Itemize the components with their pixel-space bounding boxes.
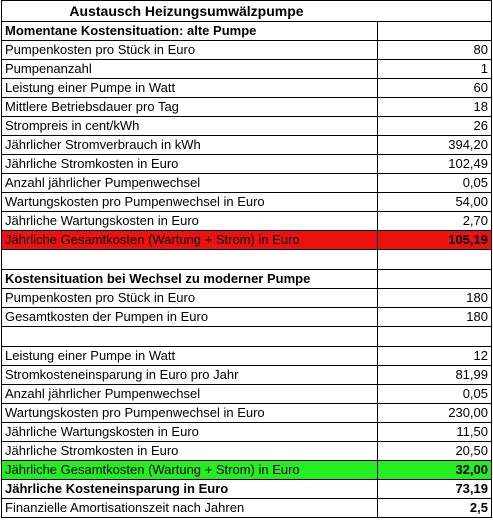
table-row (2, 79, 492, 98)
row-value[interactable]: 180 (378, 308, 492, 327)
section-header-old-pump[interactable]: Momentane Kostensituation: alte Pumpe (2, 22, 378, 41)
sheet-title: Austausch Heizungsumwälzpumpe (69, 3, 304, 19)
empty-cell[interactable] (2, 327, 378, 347)
table-row (2, 117, 492, 136)
row-value[interactable]: 230,00 (378, 404, 492, 423)
empty-cell[interactable] (378, 250, 492, 270)
savings-label[interactable]: Jährliche Kosteneinsparung in Euro (2, 480, 378, 499)
row-label[interactable]: Jährliche Stromkosten in Euro (2, 155, 378, 174)
row-label[interactable]: Pumpenkosten pro Stück in Euro (2, 289, 378, 308)
table-row (2, 289, 492, 308)
table-row (2, 212, 492, 231)
table-row (2, 404, 492, 423)
spreadsheet (1, 0, 491, 518)
cost-table (1, 0, 492, 518)
row-value[interactable]: 11,50 (378, 423, 492, 442)
row-label[interactable]: Jährliche Wartungskosten in Euro (2, 423, 378, 442)
row-label[interactable]: Jährliche Wartungskosten in Euro (2, 212, 378, 231)
table-row (2, 193, 492, 212)
row-value[interactable]: 0,05 (378, 174, 492, 193)
row-label[interactable]: Wartungskosten pro Pumpenwechsel in Euro (2, 404, 378, 423)
amortization-label[interactable]: Finanzielle Amortisationszeit nach Jahren (2, 499, 378, 518)
row-label[interactable]: Anzahl jährlicher Pumpenwechsel (2, 385, 378, 404)
row-value[interactable]: 81,99 (378, 366, 492, 385)
empty-cell[interactable] (2, 250, 378, 270)
row-value[interactable]: 180 (378, 289, 492, 308)
row-value[interactable]: 26 (378, 117, 492, 136)
row-value[interactable]: 20,50 (378, 442, 492, 461)
row-value[interactable]: 0,05 (378, 385, 492, 404)
amortization-row (2, 499, 492, 518)
row-label[interactable]: Stromkosteneinsparung in Euro pro Jahr (2, 366, 378, 385)
row-label[interactable]: Mittlere Betriebsdauer pro Tag (2, 98, 378, 117)
total-row-new-pump (2, 461, 492, 480)
row-label[interactable]: Wartungskosten pro Pumpenwechsel in Euro (2, 193, 378, 212)
row-value[interactable]: 102,49 (378, 155, 492, 174)
row-label[interactable]: Leistung einer Pumpe in Watt (2, 347, 378, 366)
total-value[interactable]: 105,19 (378, 231, 492, 250)
row-label[interactable]: Pumpenkosten pro Stück in Euro (2, 41, 378, 60)
section-header-row (2, 22, 492, 41)
table-row (2, 366, 492, 385)
row-value[interactable]: 12 (378, 347, 492, 366)
empty-row (2, 327, 492, 347)
sheet-title-cell[interactable] (2, 1, 492, 22)
table-row (2, 385, 492, 404)
total-label[interactable]: Jährliche Gesamtkosten (Wartung + Strom) in Euro (2, 461, 378, 480)
section-header-new-pump[interactable]: Kostensituation bei Wechsel zu moderner Pumpe (2, 270, 378, 289)
row-label[interactable]: Jährliche Stromkosten in Euro (2, 442, 378, 461)
row-value[interactable]: 80 (378, 41, 492, 60)
row-label[interactable]: Strompreis in cent/kWh (2, 117, 378, 136)
section-header-row (2, 270, 492, 289)
row-label[interactable]: Pumpenanzahl (2, 60, 378, 79)
total-label[interactable]: Jährliche Gesamtkosten (Wartung + Strom) in Euro (2, 231, 378, 250)
row-value[interactable]: 2,70 (378, 212, 492, 231)
title-row (2, 1, 492, 22)
table-row (2, 155, 492, 174)
empty-row (2, 250, 492, 270)
row-label[interactable]: Jährlicher Stromverbrauch in kWh (2, 136, 378, 155)
row-value[interactable]: 394,20 (378, 136, 492, 155)
row-value[interactable]: 60 (378, 79, 492, 98)
row-value[interactable]: 1 (378, 60, 492, 79)
row-label[interactable]: Leistung einer Pumpe in Watt (2, 79, 378, 98)
total-row-old-pump (2, 231, 492, 250)
table-row (2, 347, 492, 366)
table-row (2, 423, 492, 442)
table-row (2, 41, 492, 60)
table-row (2, 98, 492, 117)
row-value[interactable]: 54,00 (378, 193, 492, 212)
table-row (2, 442, 492, 461)
table-row (2, 308, 492, 327)
table-row (2, 174, 492, 193)
table-row (2, 136, 492, 155)
empty-cell[interactable] (378, 327, 492, 347)
row-label[interactable]: Gesamtkosten der Pumpen in Euro (2, 308, 378, 327)
table-row (2, 60, 492, 79)
amortization-value[interactable]: 2,5 (378, 499, 492, 518)
empty-cell[interactable] (378, 22, 492, 41)
empty-cell[interactable] (378, 270, 492, 289)
row-label[interactable]: Anzahl jährlicher Pumpenwechsel (2, 174, 378, 193)
savings-row (2, 480, 492, 499)
row-value[interactable]: 18 (378, 98, 492, 117)
savings-value[interactable]: 73,19 (378, 480, 492, 499)
total-value[interactable]: 32,00 (378, 461, 492, 480)
